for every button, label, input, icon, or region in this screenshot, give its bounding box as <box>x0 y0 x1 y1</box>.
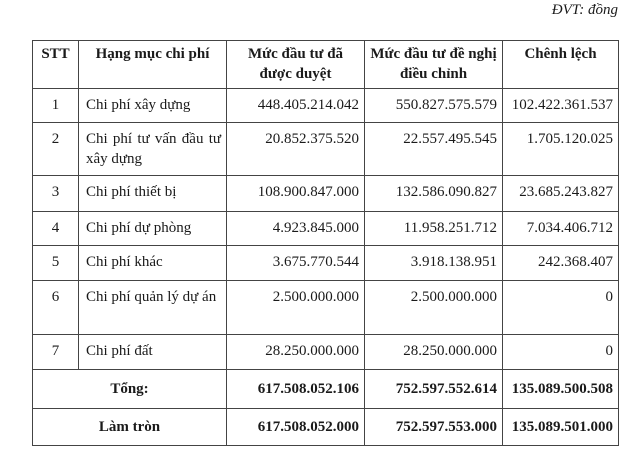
cell-difference: 0 <box>503 281 619 335</box>
rounded-row <box>33 409 619 446</box>
cell-difference: 7.034.406.712 <box>503 212 619 246</box>
cell-approved: 448.405.214.042 <box>227 89 365 123</box>
investment-cost-table <box>32 40 619 446</box>
table-row <box>33 335 619 370</box>
total-approved: 617.508.052.106 <box>227 370 365 409</box>
cell-stt: 5 <box>33 246 79 281</box>
cell-category: Chi phí xây dựng <box>79 89 227 123</box>
cell-category: Chi phí dự phòng <box>79 212 227 246</box>
cell-difference: 0 <box>503 335 619 370</box>
total-row <box>33 370 619 409</box>
cell-proposed: 2.500.000.000 <box>365 281 503 335</box>
cell-stt: 6 <box>33 281 79 335</box>
cell-stt: 2 <box>33 123 79 176</box>
cell-difference: 242.368.407 <box>503 246 619 281</box>
header-proposed: Mức đầu tư đề nghị điều chỉnh <box>365 41 503 89</box>
cell-approved: 3.675.770.544 <box>227 246 365 281</box>
cell-approved: 2.500.000.000 <box>227 281 365 335</box>
header-category: Hạng mục chi phí <box>79 41 227 89</box>
cell-proposed: 132.586.090.827 <box>365 176 503 212</box>
cell-proposed: 3.918.138.951 <box>365 246 503 281</box>
cell-category: Chi phí đất <box>79 335 227 370</box>
header-approved: Mức đầu tư đã được duyệt <box>227 41 365 89</box>
cell-proposed: 28.250.000.000 <box>365 335 503 370</box>
cell-approved: 4.923.845.000 <box>227 212 365 246</box>
rounded-proposed: 752.597.553.000 <box>365 409 503 446</box>
table-row <box>33 89 619 123</box>
cell-difference: 23.685.243.827 <box>503 176 619 212</box>
table-row <box>33 123 619 176</box>
cell-category: Chi phí khác <box>79 246 227 281</box>
cell-stt: 4 <box>33 212 79 246</box>
cell-difference: 102.422.361.537 <box>503 89 619 123</box>
cell-proposed: 11.958.251.712 <box>365 212 503 246</box>
table-row <box>33 281 619 335</box>
cell-stt: 1 <box>33 89 79 123</box>
total-label: Tổng: <box>33 370 227 409</box>
cell-difference: 1.705.120.025 <box>503 123 619 176</box>
cell-approved: 20.852.375.520 <box>227 123 365 176</box>
rounded-difference: 135.089.501.000 <box>503 409 619 446</box>
total-difference: 135.089.500.508 <box>503 370 619 409</box>
cell-proposed: 550.827.575.579 <box>365 89 503 123</box>
rounded-approved: 617.508.052.000 <box>227 409 365 446</box>
cell-category: Chi phí quản lý dự án <box>79 281 227 335</box>
header-row <box>33 41 619 89</box>
table-row <box>33 212 619 246</box>
cell-category: Chi phí thiết bị <box>79 176 227 212</box>
cell-stt: 3 <box>33 176 79 212</box>
header-stt: STT <box>33 41 79 89</box>
header-difference: Chênh lệch <box>503 41 619 89</box>
cell-approved: 28.250.000.000 <box>227 335 365 370</box>
cell-stt: 7 <box>33 335 79 370</box>
table-row <box>33 176 619 212</box>
unit-note: ĐVT: đồng <box>551 2 618 18</box>
total-proposed: 752.597.552.614 <box>365 370 503 409</box>
cell-proposed: 22.557.495.545 <box>365 123 503 176</box>
rounded-label: Làm tròn <box>33 409 227 446</box>
table-row <box>33 246 619 281</box>
cell-approved: 108.900.847.000 <box>227 176 365 212</box>
cell-category: Chi phí tư vấn đầu tư xây dựng <box>79 123 227 176</box>
